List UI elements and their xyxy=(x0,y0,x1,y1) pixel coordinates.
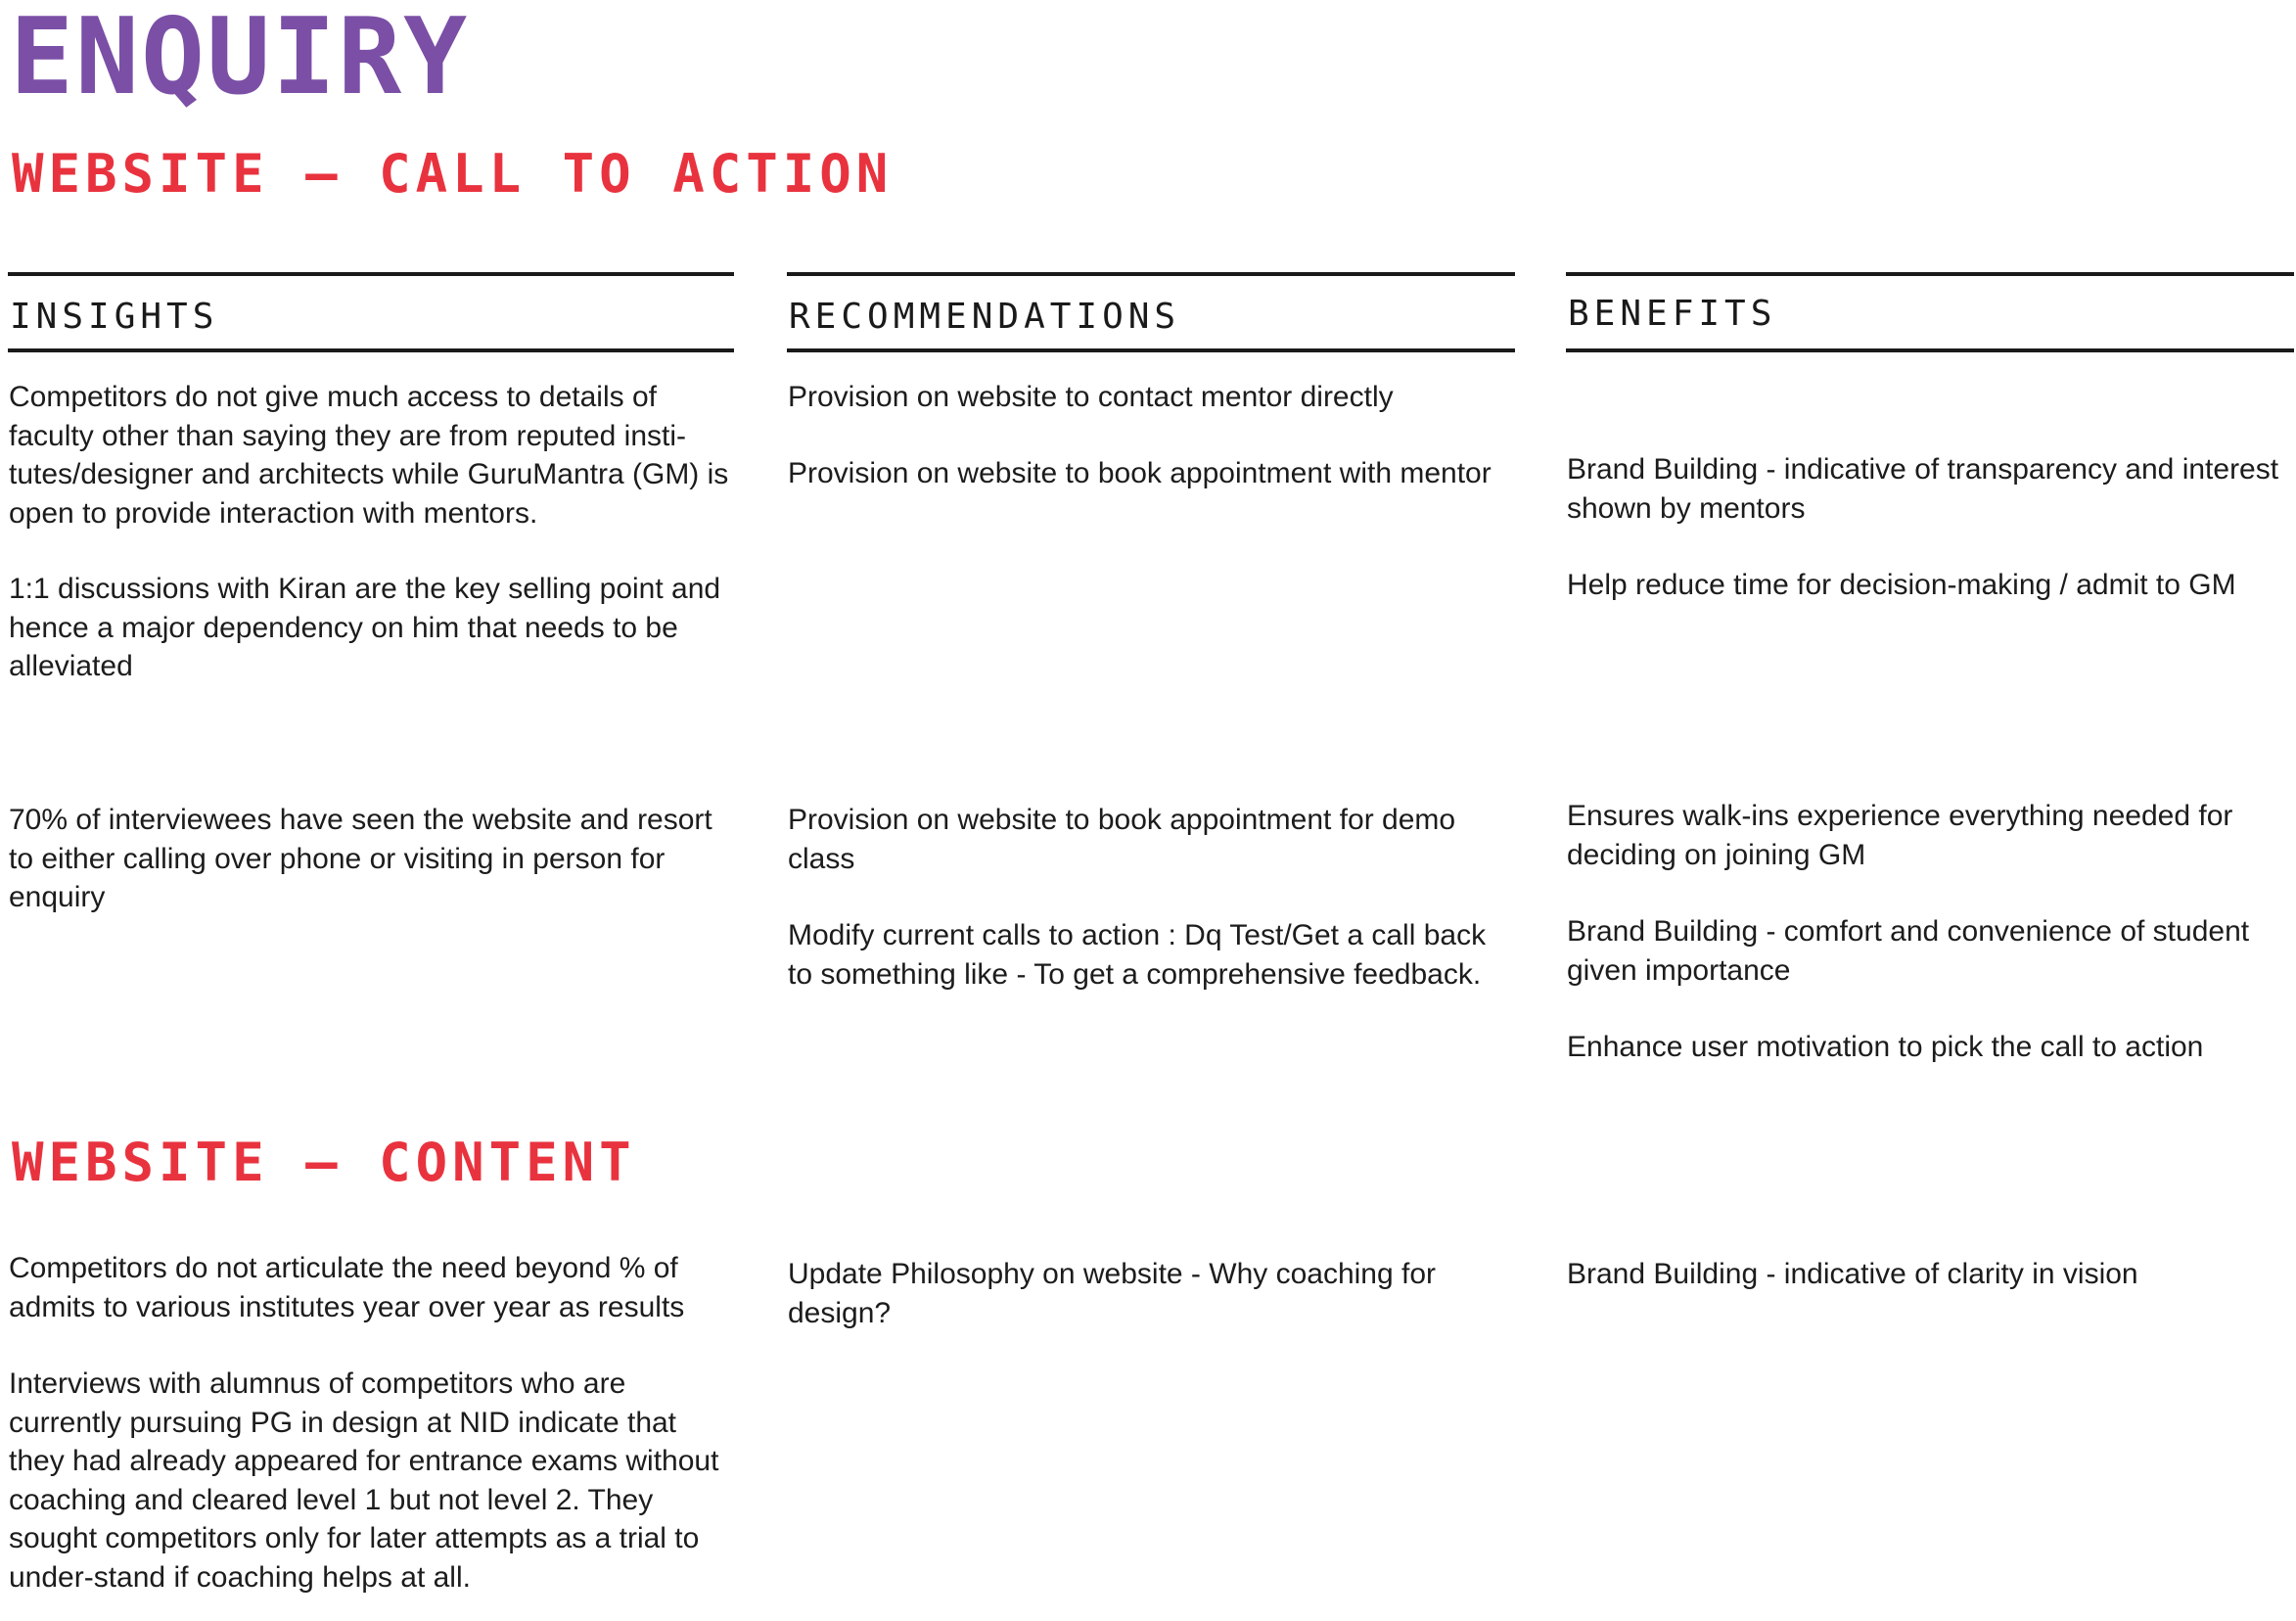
cta-recommendation-1: Provision on website to contact mentor directly xyxy=(788,381,1394,413)
cta-insight-3: 70% of interviewees have seen the website and resort to either calling over phone or visiting in person for enquiry xyxy=(9,804,712,913)
content-benefit-1: Brand Building - indicative of clarity in vision xyxy=(1567,1258,2138,1290)
cta-insight-2: 1:1 discussions with Kiran are the key selling point and hence a major dependency on him that needs to be alleviated xyxy=(9,573,721,682)
section-title-content: WEBSITE – CONTENT xyxy=(12,1132,636,1193)
cta-benefit-5: Enhance user motivation to pick the call to action xyxy=(1567,1031,2204,1063)
cta-benefit-2: Help reduce time for decision-making / admit to GM xyxy=(1567,569,2236,601)
cta-benefit-3: Ensures walk-ins experience everything needed for deciding on joining GM xyxy=(1567,800,2233,871)
cta-benefit-4: Brand Building - comfort and convenience of student given importance xyxy=(1567,915,2250,987)
content-insight-1: Competitors do not articulate the need beyond % of admits to various institutes year over year as results xyxy=(9,1252,685,1323)
cta-recommendation-3: Provision on website to book appointment for demo class xyxy=(788,804,1456,875)
insights-header xyxy=(8,272,734,352)
cta-recommendation-2: Provision on website to book appointment with mentor xyxy=(788,457,1492,489)
content-recommendation-1: Update Philosophy on website - Why coaching for design? xyxy=(788,1258,1437,1329)
cta-benefit-1: Brand Building - indicative of transparency and interest shown by mentors xyxy=(1567,453,2279,525)
cta-insight-1: Competitors do not give much access to details of faculty other than saying they are from reputed insti-tutes/designer and architects while GuruMantra (GM) is open to provide interaction with mentors. xyxy=(9,381,729,530)
section-title-call-to-action: WEBSITE – CALL TO ACTION xyxy=(12,143,894,205)
insights-header-label: INSIGHTS xyxy=(10,297,219,337)
page-title: ENQUIRY xyxy=(10,0,470,118)
recommendations-header-label: RECOMMENDATIONS xyxy=(789,297,1181,337)
cta-recommendation-4: Modify current calls to action : Dq Test/Get a call back to something like - To get a comprehensive feedback. xyxy=(788,919,1487,991)
benefits-header-label: BENEFITS xyxy=(1568,294,1777,334)
benefits-header xyxy=(1566,272,2294,352)
content-insight-2: Interviews with alumnus of competitors who are currently pursuing PG in design at NID indicate that they had already appeared for entrance exams without coaching and cleared level 1 but not level 2. They sought competitors only for later attempts as a trial to under-stand if coaching helps at all. xyxy=(9,1367,719,1594)
recommendations-header xyxy=(787,272,1515,352)
